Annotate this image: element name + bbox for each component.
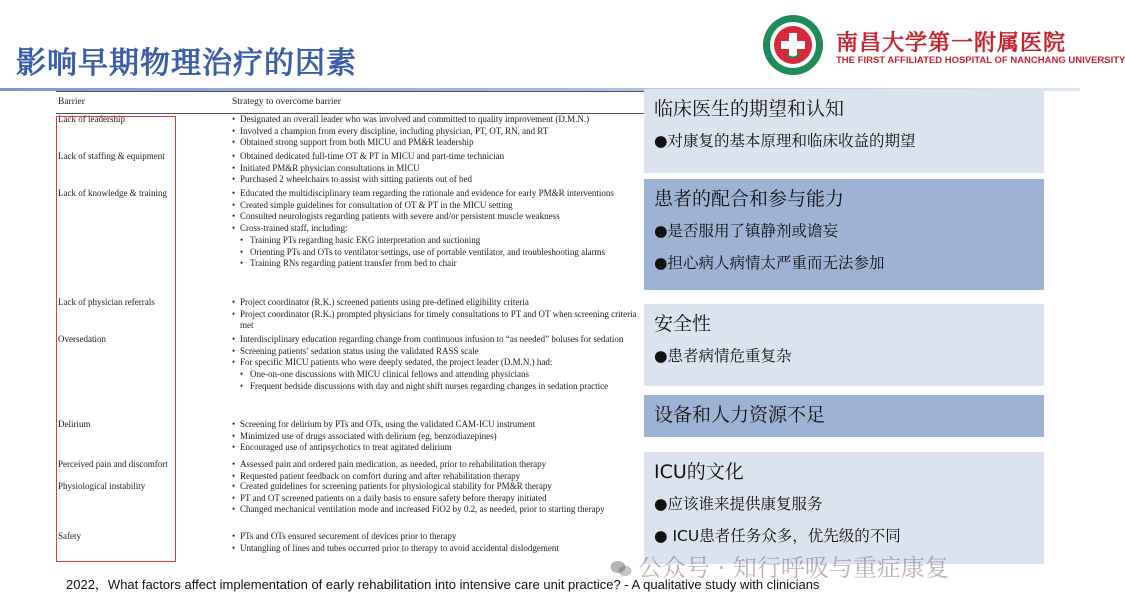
- strategy-list: [232, 334, 644, 393]
- barrier-cell: Perceived pain and discomfort: [58, 459, 168, 469]
- strategy-item: • Interdisciplinary education regarding change from continuous infusion to “as needed” boluses for sedation: [232, 334, 644, 346]
- watermark-text: 公众号 · 知行呼吸与重症康复: [638, 554, 949, 582]
- strategy-item: • Changed mechanical ventilation mode and increased FiO2 by 0.2, as needed, prior to starting therapy: [232, 504, 644, 516]
- strategy-item: • Frequent bedside discussions with day and night shift nurses regarding changes in sedation practice: [232, 381, 644, 393]
- panel-heading: 患者的配合和参与能力: [654, 188, 845, 210]
- strategy-list: [232, 297, 644, 332]
- strategy-item: • Project coordinator (R.K.) prompted physicians for timely consultations to PT and OT when screening criteria met: [232, 309, 644, 332]
- strategy-item: • Designated an overall leader who was involved and committed to quality improvement (D.M.N.): [232, 114, 644, 126]
- strategy-item: • Screening for delirium by PTs and OTs, using the validated CAM-ICU instrument: [232, 419, 644, 431]
- panel-bullet: ●担心病人病情太严重而无法参加: [654, 254, 885, 272]
- strategy-list: [232, 531, 644, 554]
- strategy-item: • One-on-one discussions with MICU clinical fellows and attending physicians: [232, 369, 644, 381]
- table-header: [56, 91, 644, 114]
- strategy-item: • Involved a champion from every discipline, including physician, PT, OT, RN, and RT: [232, 126, 644, 138]
- strategy-item: • Assessed pain and ordered pain medication, as needed, prior to rehabilitation therapy: [232, 459, 644, 471]
- panel-safety: [644, 304, 1044, 386]
- barrier-cell: Lack of knowledge & training: [58, 188, 167, 198]
- header-strategy: Strategy to overcome barrier: [232, 97, 341, 107]
- panel-bullet: ●患者病情危重复杂: [654, 347, 792, 365]
- panel-heading: 临床医生的期望和认知: [654, 98, 845, 120]
- strategy-list: [232, 114, 644, 149]
- strategy-item: • PTs and OTs ensured securement of devices prior to therapy: [232, 531, 644, 543]
- barrier-cell: Physiological instability: [58, 481, 146, 491]
- barrier-column-highlight: [56, 116, 176, 562]
- barrier-cell: Lack of physician referrals: [58, 297, 155, 307]
- strategy-item: • Consulted neurologists regarding patients with severe and/or persistent muscle weakness: [232, 211, 644, 223]
- strategy-item: • Project coordinator (R.K.) screened patients using pre-defined eligibility criteria: [232, 297, 644, 309]
- strategy-list: [232, 459, 644, 482]
- barrier-cell: Safety: [58, 531, 81, 541]
- strategy-item: • Initiated PM&R physician consultations in MICU: [232, 163, 644, 175]
- panel-bullet: ● ICU患者任务众多，优先级的不同: [654, 527, 901, 545]
- strategy-item: • For specific MICU patients who were deeply sedated, the project leader (D.M.N.) had:: [232, 357, 644, 369]
- panel-heading: ICU的文化: [654, 461, 744, 483]
- panel-heading: 安全性: [654, 313, 712, 335]
- hospital-name-en: THE FIRST AFFILIATED HOSPITAL OF NANCHANG UNIVERSITY: [836, 55, 1125, 66]
- slide-title: 影响早期物理治疗的因素: [16, 46, 357, 81]
- strategy-item: • Created guidelines for screening patients for physiological stability for PM&R therapy: [232, 481, 644, 493]
- barrier-cell: Lack of leadership: [58, 114, 125, 124]
- barrier-cell: Oversedation: [58, 334, 106, 344]
- panel-bullet: ●应该谁来提供康复服务: [654, 495, 823, 513]
- strategy-item: • Obtained dedicated full-time OT & PT in MICU and part-time technician: [232, 151, 644, 163]
- strategy-item: • Obtained strong support from both MICU and PM&R leadership: [232, 137, 644, 149]
- panel-clinician-expectation: [644, 89, 1044, 173]
- panel-heading: 设备和人力资源不足: [654, 404, 826, 426]
- strategy-item: • Educated the multidisciplinary team regarding the rationale and evidence for early PM&R interventions: [232, 188, 644, 200]
- strategy-item: • Requested patient feedback on comfort during and after rehabilitation therapy: [232, 471, 644, 483]
- strategy-item: • Training RNs regarding patient transfer from bed to chair: [232, 258, 644, 270]
- strategy-list: [232, 481, 644, 516]
- strategy-item: • Minimized use of drugs associated with delirium (eg, benzodiazepines): [232, 431, 644, 443]
- strategy-item: • Cross-trained staff, including:: [232, 223, 644, 235]
- strategy-item: • Encouraged use of antipsychotics to treat agitated delirium: [232, 442, 644, 454]
- strategy-item: • Untangling of lines and tubes occurred prior to therapy to avoid accidental dislodgement: [232, 543, 644, 555]
- strategy-item: • Screening patients’ sedation status using the validated RASS scale: [232, 346, 644, 358]
- header-barrier: Barrier: [58, 97, 85, 107]
- strategy-list: [232, 419, 644, 454]
- strategy-item: • Orienting PTs and OTs to ventilator settings, use of portable ventilator, and troubleshooting alarms: [232, 247, 644, 259]
- citation: 2022，What factors affect implementation of early rehabilitation into intensive care unit practice? - A qualitative study with clinicians: [66, 577, 820, 592]
- panel-bullet: ●是否服用了镇静剂或谵妄: [654, 222, 839, 240]
- hospital-name-cn: 南昌大学第一附属医院: [836, 31, 1067, 56]
- barrier-cell: Delirium: [58, 419, 91, 429]
- panel-resources: [644, 395, 1044, 437]
- strategy-list: [232, 151, 644, 186]
- strategy-item: • Purchased 2 wheelchairs to assist with sitting patients out of bed: [232, 174, 644, 186]
- panel-bullet: ●对康复的基本原理和临床收益的期望: [654, 132, 916, 150]
- strategy-list: [232, 188, 644, 270]
- strategy-item: • Created simple guidelines for consultation of OT & PT in the MICU setting: [232, 200, 644, 212]
- panel-patient-cooperation: [644, 179, 1044, 290]
- hospital-seal-logo: [762, 14, 824, 76]
- strategy-item: • PT and OT screened patients on a daily basis to ensure safety before therapy initiated: [232, 493, 644, 505]
- barrier-cell: Lack of staffing & equipment: [58, 151, 165, 161]
- strategy-item: • Training PTs regarding basic EKG interpretation and suctioning: [232, 235, 644, 247]
